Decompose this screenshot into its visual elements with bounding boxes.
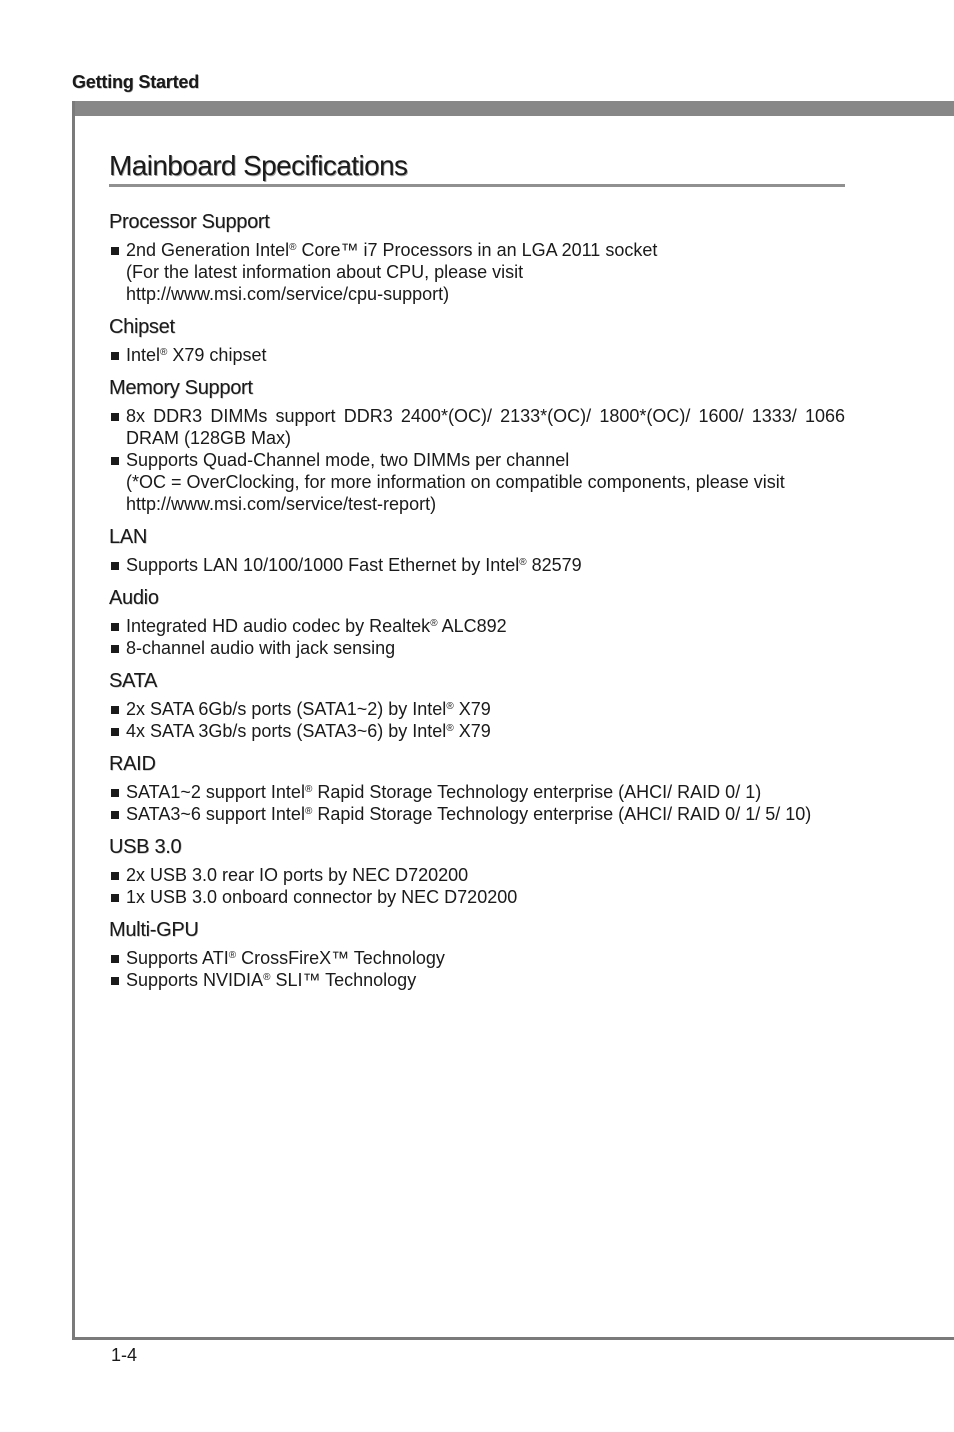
square-bullet-icon <box>111 623 119 631</box>
spec-text: http://www.msi.com/service/test-report) <box>126 494 437 514</box>
spec-line <box>126 698 845 720</box>
spec-text: SATA3~6 support Intel <box>126 804 305 824</box>
spec-line <box>126 239 845 261</box>
spec-line <box>126 405 845 449</box>
square-bullet-icon <box>111 872 119 880</box>
spec-text: 8x DDR3 DIMMs support DDR3 2400*(OC)/ 2133*(OC)/ 1800*(OC)/ 1600/ 1333/ 1066 DRAM (128GB Max) <box>126 406 845 448</box>
spec-section <box>109 209 845 305</box>
left-border-rule <box>72 101 75 1340</box>
spec-list <box>109 239 845 305</box>
header-bar <box>72 101 954 116</box>
spec-item <box>109 615 845 637</box>
spec-item <box>109 405 845 449</box>
running-header: Getting Started <box>72 72 200 92</box>
section-heading: RAID <box>109 753 156 775</box>
section-heading: Chipset <box>109 316 175 338</box>
registered-mark: ® <box>228 950 237 961</box>
spec-item <box>109 720 845 742</box>
spec-text: (For the latest information about CPU, please visit <box>126 262 524 282</box>
square-bullet-icon <box>111 352 119 360</box>
spec-text: (*OC = OverClocking, for more information on compatible components, please visit <box>126 472 785 492</box>
spec-list <box>109 554 845 576</box>
spec-text: 4x SATA 3Gb/s ports (SATA3~6) by Intel <box>126 721 447 741</box>
spec-text: SLI™ Technology <box>270 970 417 990</box>
square-bullet-icon <box>111 645 119 653</box>
spec-text: Supports NVIDIA <box>126 970 264 990</box>
spec-list <box>109 405 845 515</box>
spec-list <box>109 344 845 366</box>
spec-text: Rapid Storage Technology enterprise (AHCI/ RAID 0/ 1) <box>312 782 762 802</box>
section-heading: LAN <box>109 526 148 548</box>
spec-line <box>126 969 845 991</box>
spec-text: Supports Quad-Channel mode, two DIMMs per channel <box>126 450 570 470</box>
section-heading: SATA <box>109 670 158 692</box>
spec-text: ALC892 <box>437 616 507 636</box>
spec-text: SATA1~2 support Intel <box>126 782 305 802</box>
square-bullet-icon <box>111 562 119 570</box>
spec-item <box>109 449 845 515</box>
square-bullet-icon <box>111 728 119 736</box>
registered-mark: ® <box>304 806 313 817</box>
registered-mark: ® <box>446 701 454 712</box>
spec-text: CrossFireX™ Technology <box>236 948 445 968</box>
spec-text: Supports ATI <box>126 948 229 968</box>
spec-line <box>126 886 845 908</box>
spec-line <box>126 947 845 969</box>
page-title: Mainboard Specifications <box>109 150 408 181</box>
spec-line <box>126 344 845 366</box>
specifications-content <box>109 209 845 1000</box>
spec-line <box>126 637 845 659</box>
spec-line <box>126 864 845 886</box>
spec-text: Integrated HD audio codec by Realtek <box>126 616 431 636</box>
square-bullet-icon <box>111 706 119 714</box>
spec-text: 82579 <box>526 555 582 575</box>
spec-item <box>109 803 845 825</box>
spec-text: 8-channel audio with jack sensing <box>126 638 396 658</box>
spec-line <box>126 449 845 471</box>
spec-item <box>109 698 845 720</box>
spec-text: 2x SATA 6Gb/s ports (SATA1~2) by Intel <box>126 699 447 719</box>
square-bullet-icon <box>111 413 119 421</box>
spec-text: 2x USB 3.0 rear IO ports by NEC D720200 <box>126 865 469 885</box>
registered-mark: ® <box>289 242 297 253</box>
spec-line <box>126 261 845 283</box>
square-bullet-icon <box>111 457 119 465</box>
spec-section <box>109 917 845 991</box>
square-bullet-icon <box>111 955 119 963</box>
spec-text: 2nd Generation Intel <box>126 240 290 260</box>
spec-list <box>109 781 845 825</box>
spec-text: Supports LAN 10/100/1000 Fast Ethernet by Intel <box>126 555 520 575</box>
section-heading: Multi-GPU <box>109 919 199 941</box>
spec-item <box>109 344 845 366</box>
spec-line <box>126 493 845 515</box>
spec-list <box>109 864 845 908</box>
spec-list <box>109 615 845 659</box>
spec-line <box>126 803 845 825</box>
spec-item <box>109 886 845 908</box>
spec-line <box>126 615 845 637</box>
spec-section <box>109 751 845 825</box>
registered-mark: ® <box>263 972 271 983</box>
square-bullet-icon <box>111 894 119 902</box>
spec-item <box>109 554 845 576</box>
spec-text: X79 chipset <box>167 345 267 365</box>
registered-mark: ® <box>519 557 527 568</box>
page-number: 1-4 <box>111 1345 138 1365</box>
spec-text: Rapid Storage Technology enterprise (AHCI/ RAID 0/ 1/ 5/ 10) <box>312 804 812 824</box>
spec-section <box>109 834 845 908</box>
spec-text: 1x USB 3.0 onboard connector by NEC D720200 <box>126 887 518 907</box>
spec-section <box>109 524 845 576</box>
spec-item <box>109 947 845 969</box>
spec-section <box>109 585 845 659</box>
square-bullet-icon <box>111 977 119 985</box>
spec-text: http://www.msi.com/service/cpu-support) <box>126 284 450 304</box>
spec-item <box>109 969 845 991</box>
spec-section <box>109 314 845 366</box>
spec-line <box>126 283 845 305</box>
spec-section <box>109 375 845 515</box>
section-heading: Audio <box>109 587 159 609</box>
square-bullet-icon <box>111 789 119 797</box>
spec-text: Intel <box>126 345 161 365</box>
square-bullet-icon <box>111 247 119 255</box>
section-heading: Memory Support <box>109 377 253 399</box>
registered-mark: ® <box>446 723 454 734</box>
spec-item <box>109 781 845 803</box>
spec-item <box>109 637 845 659</box>
registered-mark: ® <box>430 618 438 629</box>
spec-text: X79 <box>453 721 491 741</box>
spec-line <box>126 720 845 742</box>
footer-rule <box>72 1337 954 1340</box>
spec-item <box>109 239 845 305</box>
registered-mark: ® <box>304 784 313 795</box>
spec-list <box>109 698 845 742</box>
spec-text: X79 <box>453 699 491 719</box>
title-underline <box>109 184 845 187</box>
registered-mark: ® <box>160 347 168 358</box>
square-bullet-icon <box>111 811 119 819</box>
spec-text: Core™ i7 Processors in an LGA 2011 socket <box>296 240 658 260</box>
spec-line <box>126 471 845 493</box>
spec-item <box>109 864 845 886</box>
spec-line <box>126 781 845 803</box>
section-heading: USB 3.0 <box>109 836 182 858</box>
spec-section <box>109 668 845 742</box>
spec-line <box>126 554 845 576</box>
section-heading: Processor Support <box>109 211 270 233</box>
spec-list <box>109 947 845 991</box>
